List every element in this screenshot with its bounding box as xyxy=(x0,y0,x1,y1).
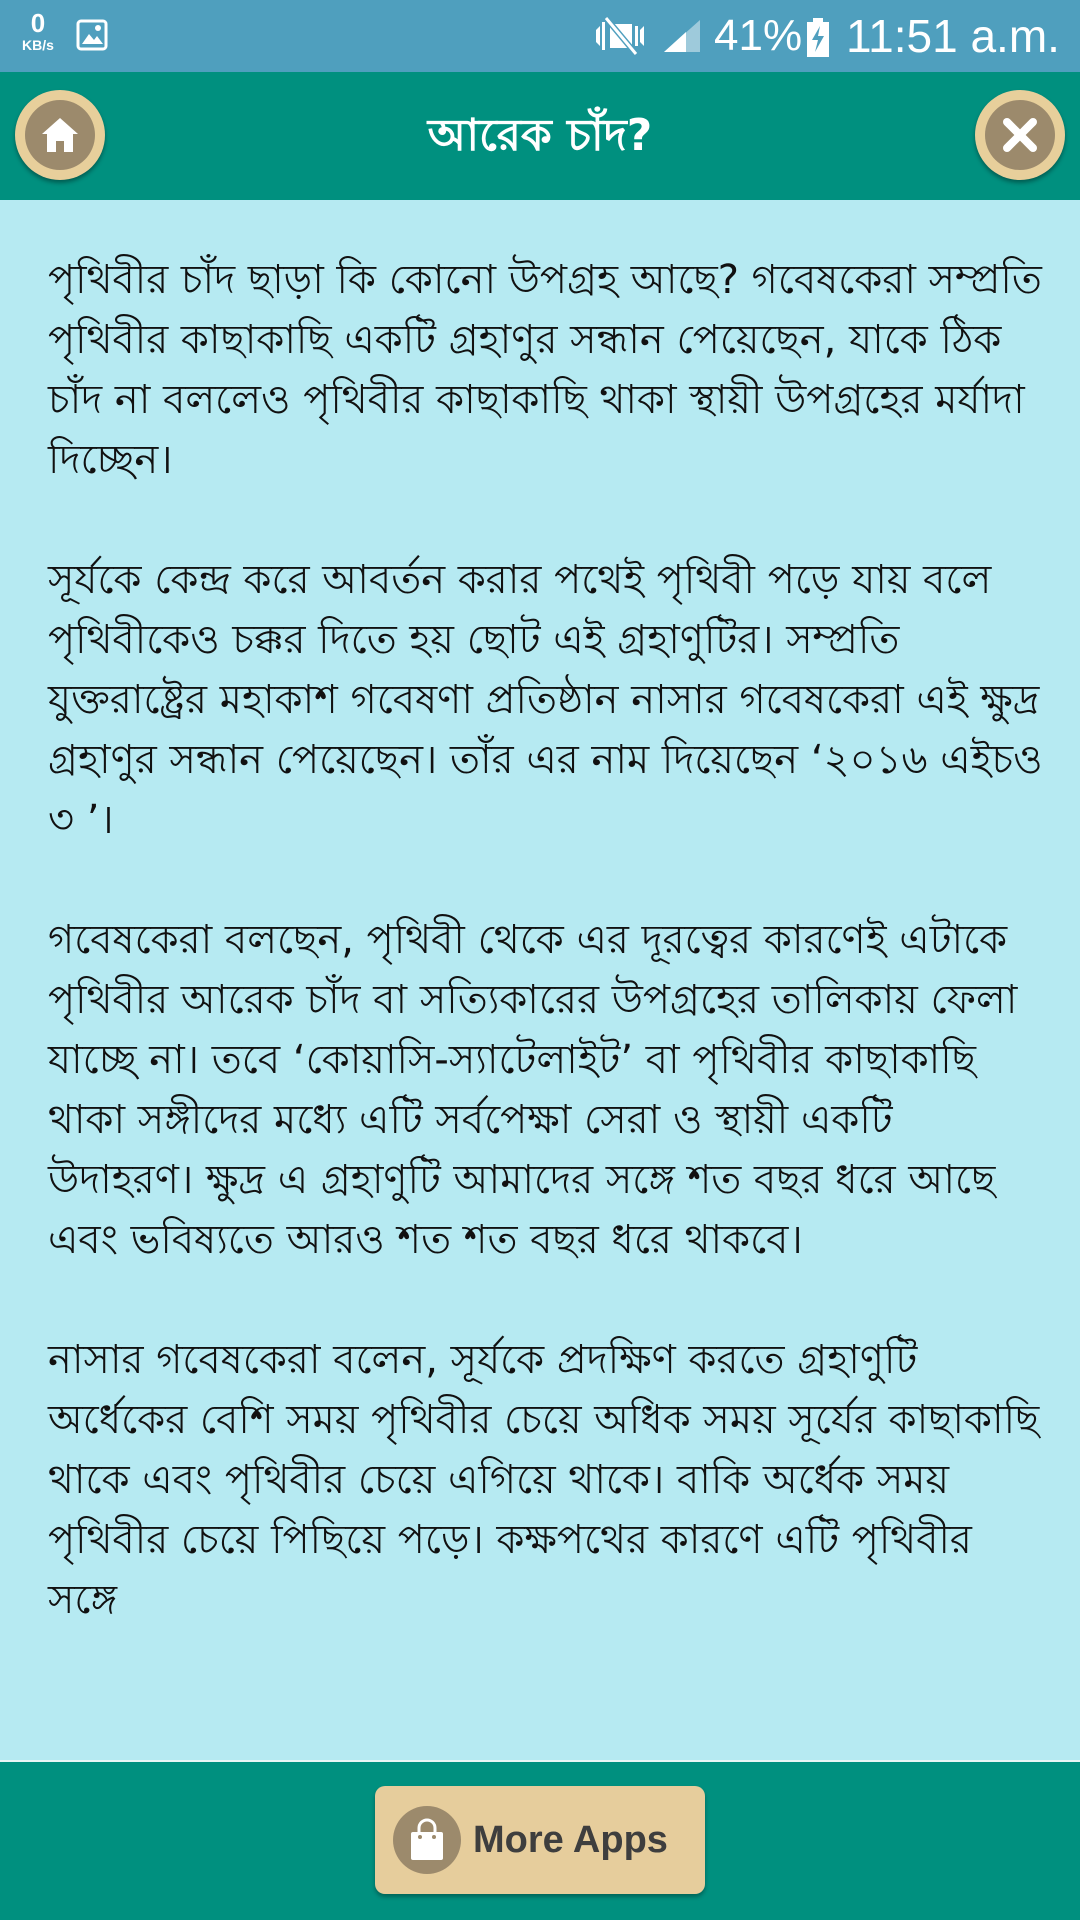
more-apps-icon-circle xyxy=(393,1806,461,1874)
network-speed-value: 0 xyxy=(30,8,46,38)
app-bar xyxy=(0,72,1080,200)
battery-percent: 41% xyxy=(714,11,803,60)
more-apps-label: More Apps xyxy=(473,1819,668,1861)
article-scroll-area[interactable] xyxy=(0,200,1080,1760)
home-icon xyxy=(39,114,81,156)
status-bar xyxy=(0,0,1080,72)
article-paragraph: নাসার গবেষকেরা বলেন, সূর্যকে প্রদক্ষিণ করতে গ্রহাণুটি অর্ধেকের বেশি সময় পৃথিবীর চেয়ে অধিক সময় সূর্যের কাছাকাছি থাকে এবং পৃথিবীর চেয়ে এগিয়ে থাকে। বাকি অর্ধেক সময় পৃথিবীর চেয়ে পিছিয়ে পড়ে। কক্ষপথের কারণে এটি পৃথিবীর সঙ্গে xyxy=(48,1337,1040,1623)
close-icon xyxy=(999,114,1041,156)
article-paragraph: পৃথিবীর চাঁদ ছাড়া কি কোনো উপগ্রহ আছে? গবেষকেরা সম্প্রতি পৃথিবীর কাছাকাছি একটি গ্রহাণুর সন্ধান পেয়েছেন, যাকে ঠিক চাঁদ না বললেও পৃথিবীর কাছাকাছি থাকা স্থায়ী উপগ্রহের মর্যাদা দিচ্ছেন। xyxy=(48,257,1042,483)
page-title: আরেক চাঁদ? xyxy=(427,110,653,161)
close-button-inner xyxy=(985,100,1055,170)
article-paragraph: সূর্যকে কেন্দ্র করে আবর্তন করার পথেই পৃথিবী পড়ে যায় বলে পৃথিবীকেও চক্কর দিতে হয় ছোট এই গ্রহাণুটির। সম্প্রতি যুক্তরাষ্ট্রের মহাকাশ গবেষণা প্রতিষ্ঠান নাসার গবেষকেরা এই ক্ষুদ্র গ্রহাণুর সন্ধান পেয়েছেন। তাঁর এর নাম দিয়েছেন ‘২০১৬ এইচও ৩ ’। xyxy=(48,557,1043,843)
network-speed xyxy=(16,10,60,52)
shopping-bag-icon xyxy=(407,1818,447,1862)
home-button[interactable] xyxy=(15,90,105,180)
more-apps-button[interactable] xyxy=(375,1786,705,1894)
home-button-inner xyxy=(25,100,95,170)
battery-charging-icon xyxy=(806,18,830,58)
clock: 11:51 a.m. xyxy=(846,10,1060,62)
mute-icon xyxy=(592,16,648,56)
gallery-icon xyxy=(76,18,108,52)
signal-icon xyxy=(662,18,702,54)
bottom-bar xyxy=(0,1760,1080,1920)
close-button[interactable] xyxy=(975,90,1065,180)
network-speed-unit: KB/s xyxy=(22,37,54,53)
article-body xyxy=(48,250,1048,1690)
article-paragraph: গবেষকেরা বলছেন, পৃথিবী থেকে এর দূরত্বের কারণেই এটাকে পৃথিবীর আরেক চাঁদ বা সত্যিকারের উপগ্রহের তালিকায় ফেলা যাচ্ছে না। তবে ‘কোয়াসি-স্যাটেলাইট’ বা পৃথিবীর কাছাকাছি থাকা সঙ্গীদের মধ্যে এটি সর্বপেক্ষা সেরা ও স্থায়ী একটি উদাহরণ। ক্ষুদ্র এ গ্রহাণুটি আমাদের সঙ্গে শত বছর ধরে আছে এবং ভবিষ্যতে আরও শত শত বছর ধরে থাকবে। xyxy=(48,917,1018,1263)
